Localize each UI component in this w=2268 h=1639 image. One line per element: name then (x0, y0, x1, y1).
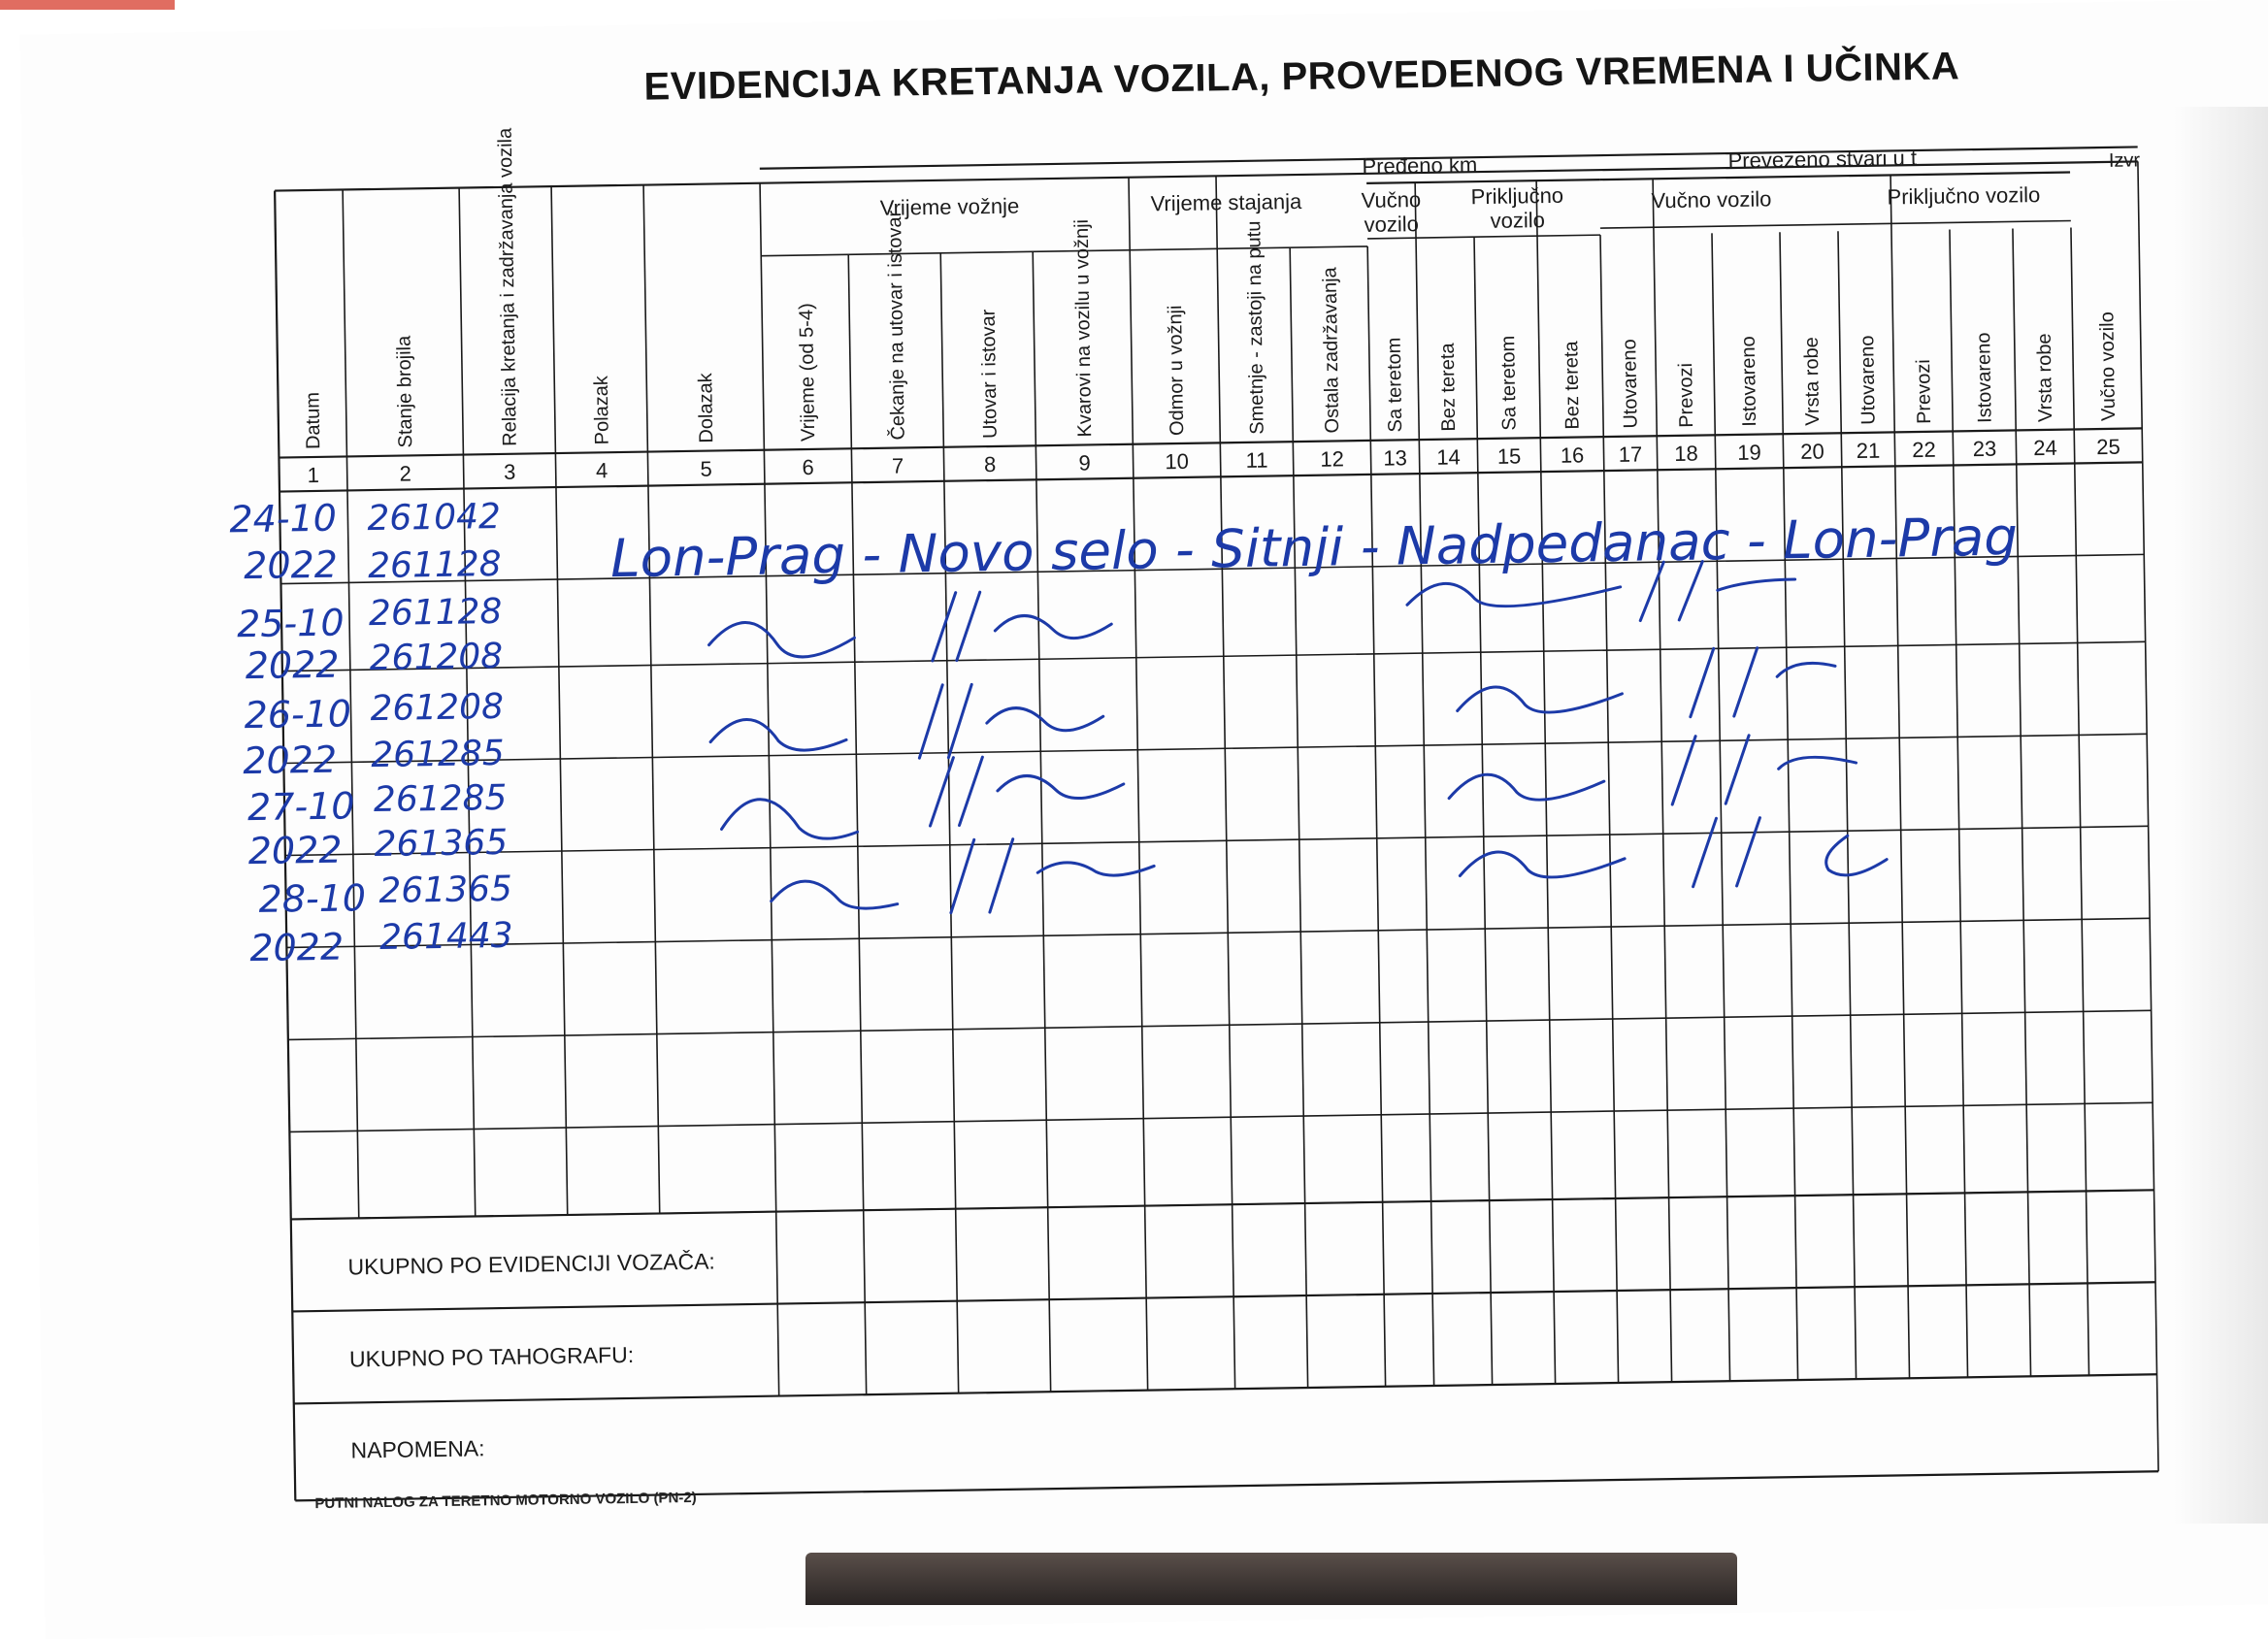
group-prevezeno: Prevezeno stvari u t (1727, 145, 1918, 174)
group-t-prikljucno: Priključno vozilo (1887, 182, 2041, 210)
hw-date-7: 27-10 (247, 784, 355, 830)
hw-odometer-1: 261042 (367, 496, 502, 540)
hw-route: Lon-Prag - Novo selo - Sitnji - Nadpedanac - Lon-Prag (609, 506, 2001, 590)
column-number-12: 12 (1320, 446, 1345, 472)
group-km-vucno-line1: Vučno (1361, 187, 1422, 213)
column-number-25: 25 (2096, 434, 2120, 460)
grid-line (288, 1010, 2152, 1039)
column-number-3: 3 (503, 459, 516, 484)
hw-date-2: 2022 (243, 542, 339, 588)
grid-line (1415, 182, 1433, 1386)
hw-date-1: 24-10 (229, 496, 338, 541)
grid-line (848, 254, 866, 1394)
handwritten-entries (229, 470, 2023, 969)
grid-line (760, 159, 1366, 169)
column-header-6: Vrijeme (od 5-4) (796, 303, 820, 443)
grid-line (1950, 229, 1968, 1377)
hw-date-5: 26-10 (244, 692, 352, 738)
ditto-mark (771, 880, 897, 910)
column-header-19: Istovareno (1737, 336, 1761, 427)
ditto-mark (708, 621, 855, 659)
column-number-6: 6 (802, 454, 814, 480)
column-number-7: 7 (891, 453, 904, 478)
group-izvan: Izvr (2108, 149, 2141, 172)
ditto-mark (950, 836, 1155, 912)
grid-line (1600, 221, 2071, 229)
column-number-2: 2 (399, 461, 412, 486)
column-number-24: 24 (2033, 435, 2057, 461)
grid-line (1366, 180, 1599, 183)
column-header-2: Stanje brojila (393, 335, 417, 448)
ditto-mark (929, 755, 1124, 826)
ditto-mark (932, 590, 1112, 661)
hw-date-4: 2022 (245, 642, 340, 688)
column-number-19: 19 (1737, 440, 1761, 465)
group-t-vucno: Vučno vozilo (1651, 186, 1772, 213)
column-header-5: Dolazak (695, 373, 718, 443)
hw-date-6: 2022 (243, 738, 338, 783)
hw-odometer-8: 261365 (374, 822, 509, 866)
hw-odometer-5: 261208 (370, 686, 505, 730)
grid-line (1712, 233, 1730, 1381)
grid-line (282, 641, 2146, 671)
column-number-20: 20 (1800, 439, 1824, 464)
column-number-10: 10 (1165, 448, 1190, 475)
column-number-17: 17 (1618, 442, 1643, 467)
column-header-3: Relacija kretanja i zadržavanja vozila (494, 127, 521, 446)
group-predeno-km: Pređeno km (1362, 152, 1478, 179)
hw-odometer-10: 261443 (378, 915, 513, 958)
grid-line (1780, 232, 1798, 1380)
grid-line (283, 734, 2147, 763)
hw-odometer-2: 261128 (367, 543, 502, 587)
column-header-11: Smetnje - zastoji na putu (1243, 220, 1268, 435)
column-header-8: Utovar i istovar (977, 309, 1002, 440)
ditto-mark (1407, 581, 1621, 608)
column-number-15: 15 (1496, 443, 1522, 469)
page-edge-mark (0, 0, 175, 10)
column-header-14: Bez tereta (1436, 343, 1461, 432)
group-km-prikljucno-line1: Priključno (1470, 182, 1564, 210)
grid-line (1838, 231, 1857, 1379)
column-header-1: Datum (302, 391, 325, 450)
column-number-13: 13 (1383, 445, 1408, 471)
summary-note: NAPOMENA: (350, 1435, 485, 1463)
grid-line (2071, 228, 2089, 1376)
ditto-mark (721, 798, 858, 840)
column-header-21: Utovareno (1857, 335, 1880, 425)
summary-by-driver: UKUPNO PO EVIDENCIJI VOZAČA: (347, 1248, 716, 1280)
column-number-23: 23 (1972, 436, 1997, 462)
hw-date-9: 28-10 (258, 876, 367, 921)
group-km-vucno-line2: vozilo (1364, 212, 1420, 237)
column-number-18: 18 (1674, 441, 1698, 466)
column-number-11: 11 (1245, 447, 1268, 473)
grid-line (285, 826, 2149, 855)
column-header-22: Prevozi (1913, 359, 1936, 425)
grid-line (1290, 247, 1307, 1388)
grid-line (761, 246, 1367, 256)
grid-line (294, 1374, 2157, 1403)
grid-line (1367, 246, 1385, 1387)
page-edge-shadow (2174, 107, 2268, 1524)
hw-odometer-6: 261285 (370, 733, 506, 776)
grid-line (291, 1190, 2154, 1219)
grid-line (1129, 178, 1148, 1391)
group-vrijeme-voznje: Vrijeme vožnje (879, 193, 1020, 220)
ditto-mark (1449, 772, 1604, 801)
column-number-22: 22 (1912, 437, 1936, 463)
column-header-9: Kvarovi na vozilu u vožnji (1070, 218, 1097, 438)
hw-odometer-4: 261208 (369, 636, 504, 679)
form-title: EVIDENCIJA KRETANJA VOZILA, PROVEDENOG VREMENA I UČINKA (643, 45, 1960, 109)
grid-line (2138, 161, 2158, 1471)
grid-line (292, 1282, 2155, 1311)
column-header-15: Sa teretom (1497, 335, 1521, 431)
column-header-23: Istovareno (1973, 332, 1996, 424)
grid-line (1033, 251, 1050, 1392)
column-number-16: 16 (1560, 443, 1585, 468)
binder-shadow (805, 1553, 1737, 1605)
column-header-7: Čekanje na utovar i istovar (884, 210, 909, 441)
grid-line (286, 918, 2150, 947)
grid-line (551, 186, 568, 1215)
column-header-20: Vrsta robe (1800, 337, 1824, 426)
column-number-4: 4 (595, 458, 608, 483)
summary-by-tachograph: UKUPNO PO TAHOGRAFU: (348, 1341, 635, 1372)
column-number-9: 9 (1078, 450, 1091, 475)
hw-odometer-3: 261128 (368, 591, 503, 635)
ditto-mark (918, 682, 1103, 758)
group-vrijeme-stajanja: Vrijeme stajanja (1150, 188, 1302, 216)
column-header-16: Bez tereta (1561, 341, 1584, 430)
group-km-prikljucno-line2: vozilo (1490, 208, 1546, 233)
form-footer-code: PUTNI NALOG ZA TERETNO MOTORNO VOZILO (PN-2) (314, 1489, 697, 1513)
ditto-mark (1690, 646, 1836, 716)
column-number-1: 1 (307, 462, 320, 488)
column-number-5: 5 (700, 456, 712, 481)
logbook-table (20, 0, 2268, 1587)
column-number-8: 8 (983, 451, 997, 477)
hw-date-3: 25-10 (236, 601, 345, 646)
grid-line (760, 183, 779, 1396)
column-header-24: Vrsta robe (2033, 333, 2057, 423)
hw-odometer-7: 261285 (373, 777, 508, 821)
grid-line (643, 185, 660, 1214)
grid-line (1653, 179, 1671, 1382)
ditto-mark (710, 718, 846, 752)
grid-line (1599, 173, 2070, 180)
grid-line (940, 253, 958, 1393)
column-header-4: Polazak (590, 375, 613, 445)
grid-line (1536, 180, 1555, 1384)
grid-line (1600, 235, 1619, 1383)
logbook-sheet (20, 0, 2268, 1639)
column-header-13: Sa teretom (1383, 337, 1407, 433)
column-header-18: Prevozi (1675, 362, 1698, 428)
column-number-14: 14 (1436, 444, 1462, 470)
grid-line (2013, 228, 2031, 1376)
column-header-17: Utovareno (1619, 339, 1642, 429)
hw-odometer-9: 261365 (378, 869, 513, 911)
hw-date-10: 2022 (249, 925, 345, 970)
grid-line (1890, 175, 1909, 1378)
column-number-21: 21 (1856, 438, 1881, 464)
grid-line (1474, 237, 1493, 1385)
hw-date-8: 2022 (247, 828, 343, 873)
grid-line (289, 1102, 2153, 1131)
column-header-25: Vučno vozilo (2096, 311, 2120, 422)
grid-line (1216, 176, 1235, 1389)
ditto-mark (1671, 734, 1857, 804)
column-header-12: Ostala zadržavanja (1319, 267, 1344, 434)
column-header-10: Odmor u vožnji (1165, 305, 1189, 437)
